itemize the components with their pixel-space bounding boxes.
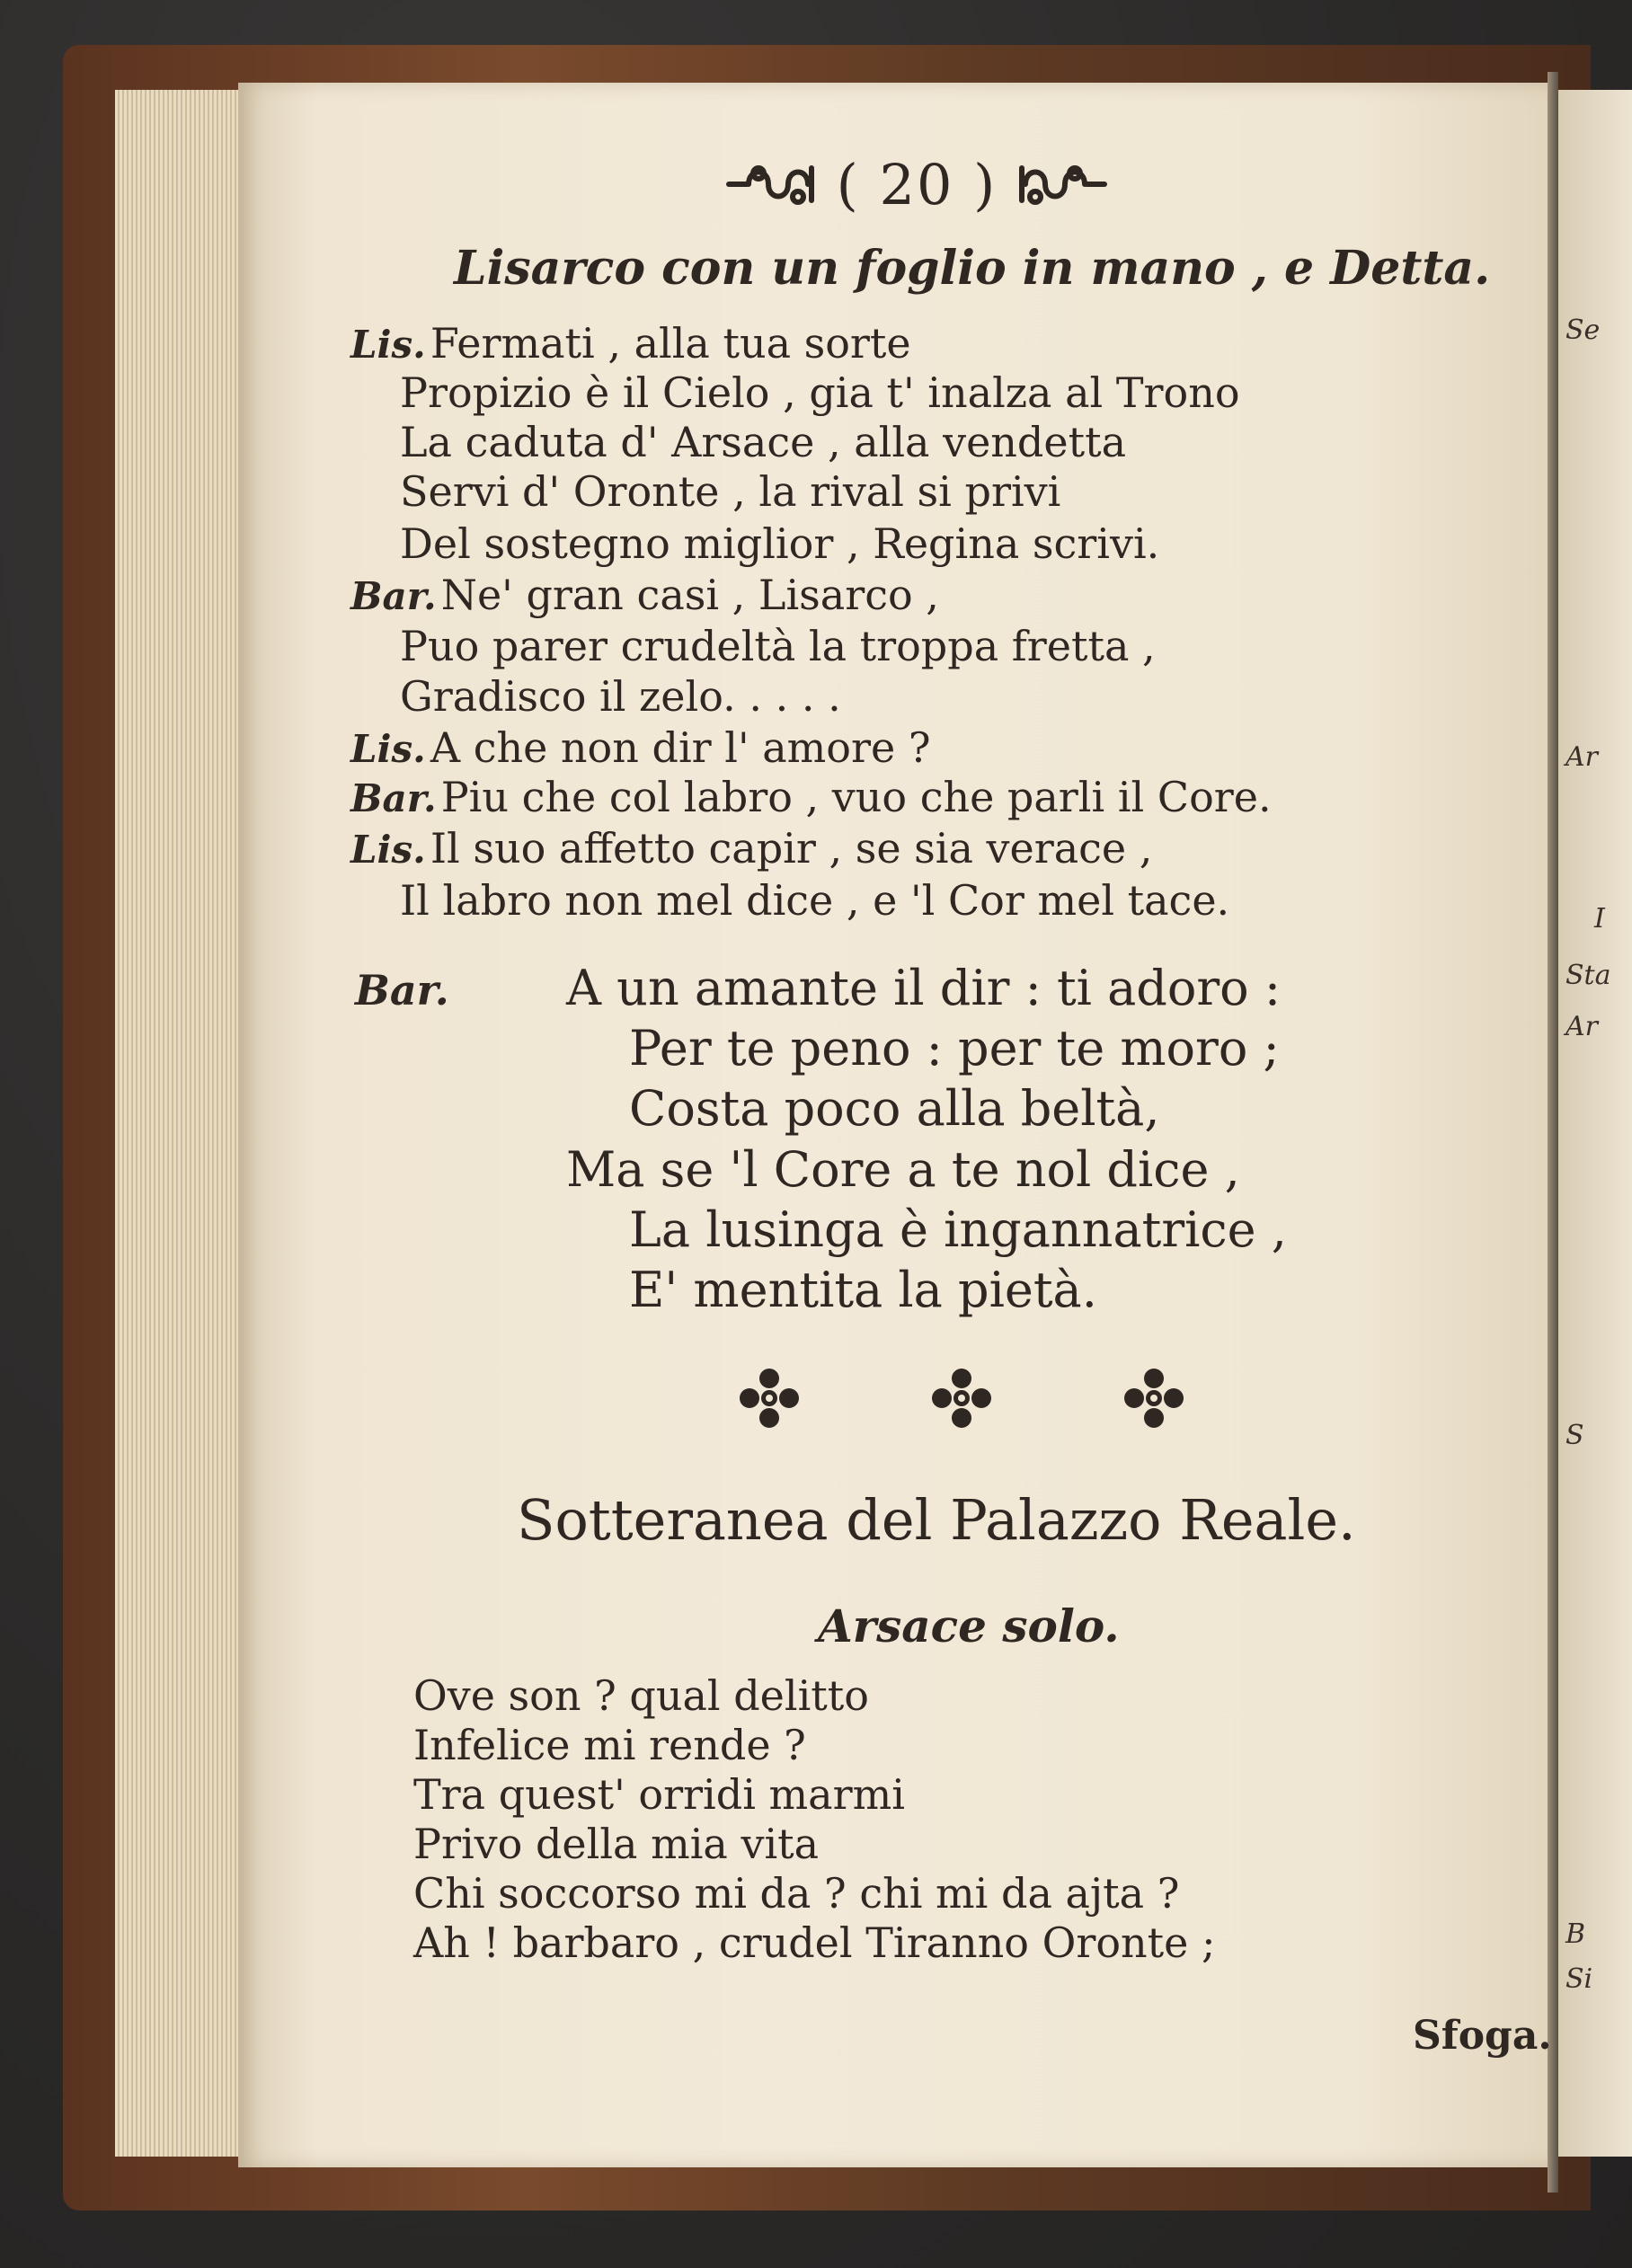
verse-text: Piu che col labro , vuo che parli il Core.: [440, 773, 1272, 821]
verse-text: Fermati , alla tua sorte: [430, 319, 911, 368]
verse-text: Privo della mia vita: [413, 1820, 820, 1868]
verse-text: Gradisco il zelo. . . . .: [400, 672, 841, 721]
book-gutter: [1548, 72, 1558, 2193]
fleuron-divider: [737, 1366, 1186, 1438]
stage-direction: Arsace solo.: [818, 1599, 1120, 1652]
verse-text: Il suo affetto capir , se sia verace ,: [430, 824, 1153, 873]
speaker-label: Bar.: [350, 574, 437, 618]
speaker-label: Lis.: [350, 727, 426, 771]
dialogue-line: [350, 723, 931, 772]
verse-text: Puo parer crudeltà la troppa fretta ,: [400, 622, 1156, 670]
right-ornament-icon: [1013, 157, 1112, 211]
catchword: Sfoga.: [1413, 2013, 1552, 2059]
aria-line: A un amante il dir : ti adoro :: [566, 960, 1282, 1016]
facing-fragment: Se: [1565, 315, 1601, 346]
aria-line: Ma se 'l Core a te nol dice ,: [566, 1141, 1240, 1198]
verse-text: Il labro non mel dice , e 'l Cor mel tace.: [400, 876, 1230, 925]
facing-fragment: S: [1565, 1420, 1584, 1451]
fleuron-icon: [929, 1366, 994, 1431]
verse-text: Servi d' Oronte , la rival si privi: [400, 467, 1061, 516]
verse-text: A che non dir l' amore ?: [430, 723, 931, 772]
facing-fragment: B: [1565, 1918, 1586, 1950]
facing-fragment: Ar: [1565, 1011, 1599, 1042]
verse-text: Infelice mi rende ?: [413, 1721, 806, 1769]
stage-direction: Lisarco con un foglio in mano , e Detta.: [454, 241, 1491, 296]
verse-text: La caduta d' Arsace , alla vendetta: [400, 418, 1126, 466]
verse-text: Ne' gran casi , Lisarco ,: [440, 571, 939, 619]
facing-fragment: Si: [1565, 1963, 1593, 1995]
verse-text: Ove son ? qual delitto: [413, 1671, 869, 1720]
speaker-label: Bar.: [350, 776, 437, 820]
fleuron-icon: [737, 1366, 802, 1431]
aria-line: La lusinga è ingannatrice ,: [629, 1201, 1287, 1258]
verse-text: Chi soccorso mi da ? chi mi da ajta ?: [413, 1869, 1180, 1918]
page-edges: [115, 90, 259, 2157]
dialogue-line: [350, 824, 1152, 873]
aria-line: Per te peno : per te moro ;: [629, 1020, 1280, 1076]
speaker-label: Bar.: [355, 966, 449, 1014]
facing-page-edge: [1558, 90, 1632, 2157]
speaker-label: Lis.: [350, 828, 426, 872]
scene-title: Sotteranea del Palazzo Reale.: [517, 1487, 1356, 1553]
aria-line: E' mentita la pietà.: [629, 1262, 1097, 1318]
speaker-label: Lis.: [350, 323, 426, 367]
verse-text: Propizio è il Cielo , gia t' inalza al Trono: [400, 368, 1240, 417]
left-ornament-icon: [722, 157, 820, 211]
facing-fragment: Sta: [1565, 960, 1611, 991]
dialogue-line: [350, 319, 911, 368]
aria-line: Costa poco alla beltà,: [629, 1080, 1160, 1137]
dialogue-line: [350, 773, 1272, 821]
page-number: ( 20 ): [836, 151, 998, 217]
dialogue-line: [350, 571, 939, 619]
verse-text: Del sostegno miglior , Regina scrivi.: [400, 519, 1160, 568]
verse-text: Tra quest' orridi marmi: [413, 1770, 905, 1819]
verse-text: Ah ! barbaro , crudel Tiranno Oronte ;: [413, 1918, 1216, 1967]
fleuron-icon: [1122, 1366, 1186, 1431]
running-header: [665, 144, 1168, 225]
facing-fragment: I: [1594, 903, 1605, 935]
facing-fragment: Ar: [1565, 741, 1599, 773]
